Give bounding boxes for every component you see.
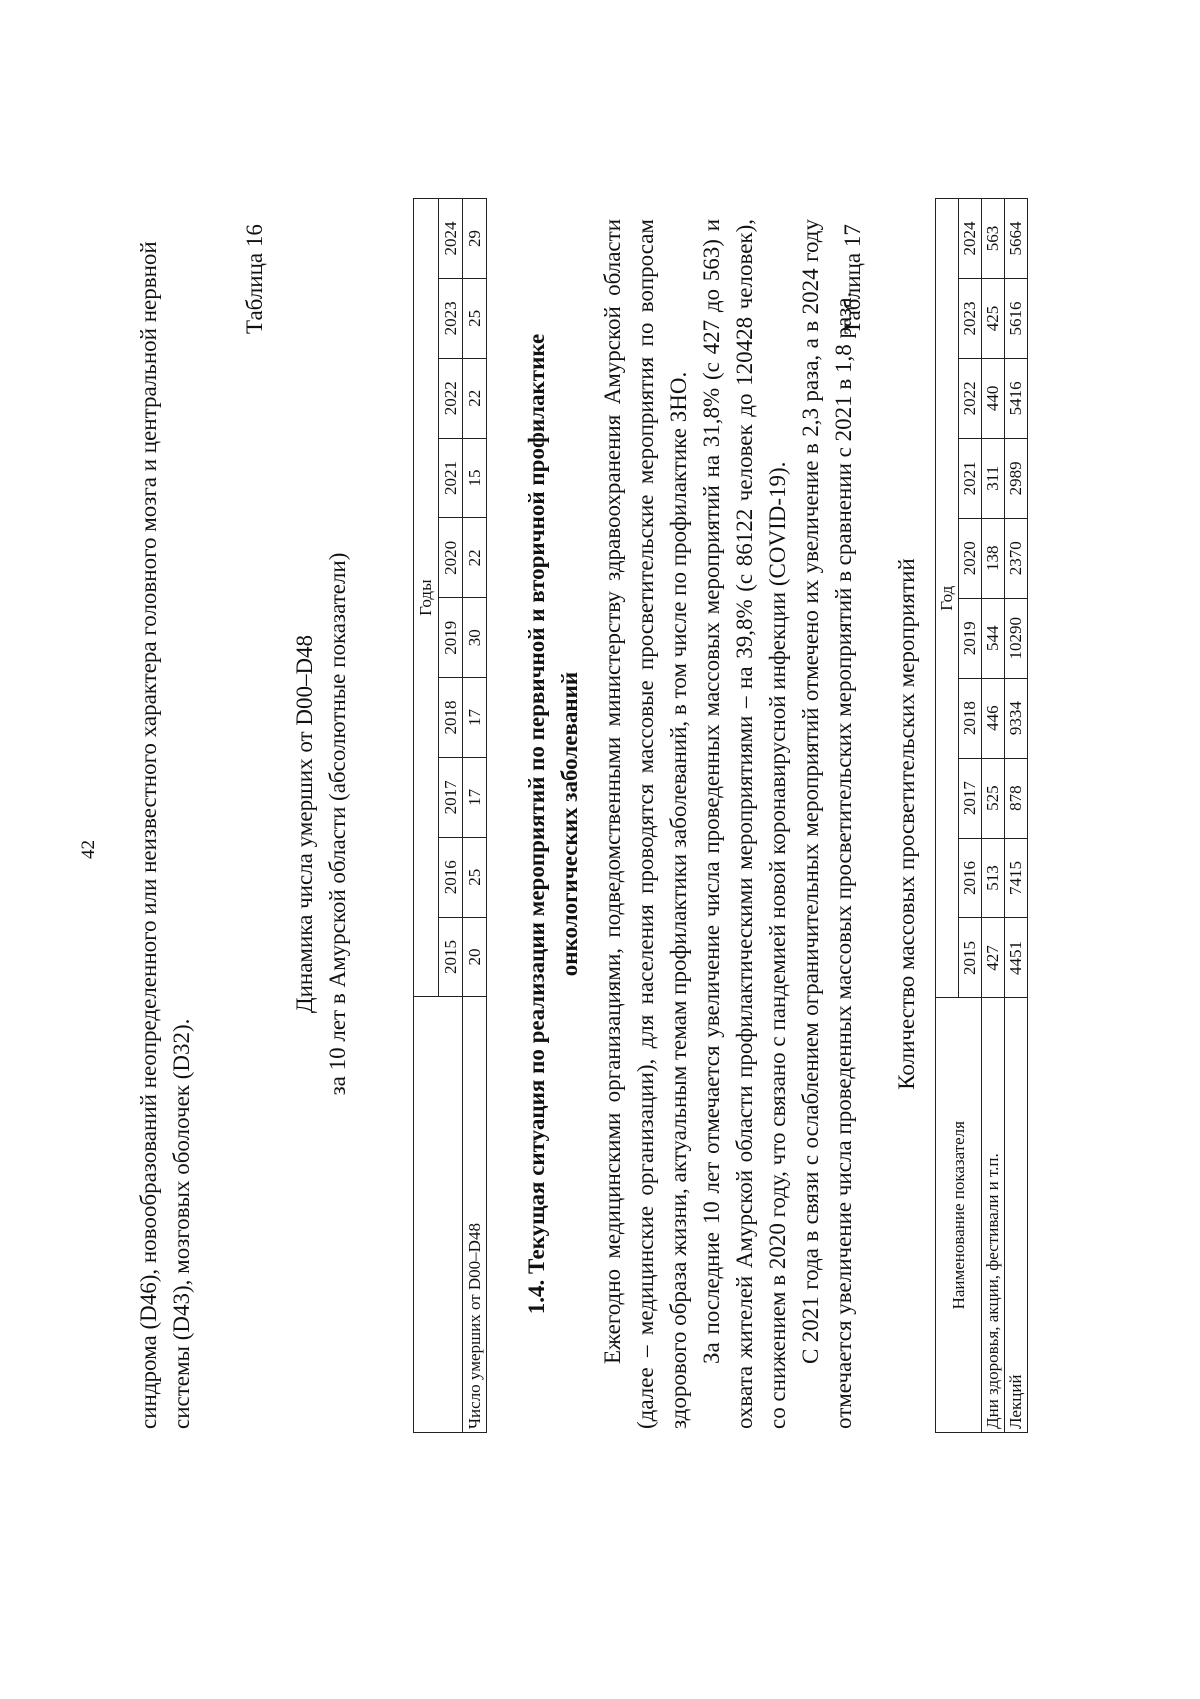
table17-year: 2022 xyxy=(959,358,982,438)
table17-value: 4451 xyxy=(1005,918,1028,998)
table17-value: 2370 xyxy=(1005,518,1028,598)
table16-year: 2018 xyxy=(439,678,463,758)
table16-title xyxy=(288,219,354,1429)
table17-label: Таблица 17 xyxy=(840,224,865,334)
table17-value: 446 xyxy=(982,678,1005,758)
table16-label: Таблица 16 xyxy=(242,224,267,334)
table16-value: 15 xyxy=(463,438,487,518)
table17-year: 2017 xyxy=(959,758,982,838)
table16-value: 22 xyxy=(463,518,487,598)
table16-years-header: Годы xyxy=(414,199,439,997)
table16-title-line1: Динамика числа умерших от D00–D48 xyxy=(292,634,317,1014)
table17-value: 440 xyxy=(982,358,1005,438)
table17-value: 9334 xyxy=(1005,678,1028,758)
section-heading xyxy=(520,219,586,1429)
table-17 xyxy=(935,198,1028,1433)
table17-value: 563 xyxy=(982,199,1005,279)
table16-year: 2020 xyxy=(439,518,463,598)
intro-line-2: системы (D43), мозговых оболочек (D32). xyxy=(169,1018,194,1429)
table17-value: 425 xyxy=(982,279,1005,359)
table17-value: 2989 xyxy=(1005,438,1028,518)
table-16 xyxy=(413,198,487,1433)
table16-year: 2021 xyxy=(439,438,463,518)
table16-year: 2016 xyxy=(439,837,463,917)
table16-value: 20 xyxy=(463,917,487,997)
table17-year-header: Год xyxy=(936,199,959,998)
table17-year: 2021 xyxy=(959,438,982,518)
table17-year: 2018 xyxy=(959,678,982,758)
section-heading-line2: онкологических заболеваний xyxy=(557,671,582,977)
intro-line-1: синдрома (D46), новообразований неопределенного или неизвестного характера головного мозга и центральной нервной xyxy=(136,241,161,1429)
section-paragraph-2: За последние 10 лет отмечается увеличение числа проведенных массовых мероприятий на 31,8% (с 427 до 563) и охвата жителей Амурской области профилактическими мероприятиями – на 39,8% (с 86122 человек до 120428 человек), со снижением в 2020 году, что связано с пандемией новой коронавирусной инфекции (COVID-19). xyxy=(699,219,790,1429)
table16-title-line2: за 10 лет в Амурской области (абсолютные показатели) xyxy=(325,552,350,1096)
table17-value: 5416 xyxy=(1005,358,1028,438)
table17-value: 311 xyxy=(982,438,1005,518)
table16-value: 30 xyxy=(463,598,487,678)
table16-value: 25 xyxy=(463,278,487,358)
table16-year: 2017 xyxy=(439,757,463,837)
table16-value: 25 xyxy=(463,837,487,917)
table17-row-name: Лекций xyxy=(1005,998,1028,1433)
table17-value: 5664 xyxy=(1005,199,1028,279)
table17-year: 2020 xyxy=(959,518,982,598)
table17-value: 544 xyxy=(982,598,1005,678)
table16-year: 2023 xyxy=(439,278,463,358)
intro-paragraph xyxy=(132,219,198,1429)
table17-value: 7415 xyxy=(1005,838,1028,918)
table17-row-name: Дни здоровья, акции, фестивали и т.п. xyxy=(982,998,1005,1433)
table17-year: 2019 xyxy=(959,598,982,678)
table-row xyxy=(463,199,487,1433)
page-number: 42 xyxy=(78,840,99,859)
table17-year: 2016 xyxy=(959,838,982,918)
table16-value: 17 xyxy=(463,757,487,837)
table16-value: 17 xyxy=(463,678,487,758)
table16-value: 22 xyxy=(463,358,487,438)
table-row xyxy=(982,199,1005,1433)
table16-year: 2019 xyxy=(439,598,463,678)
table17-value: 5616 xyxy=(1005,279,1028,359)
table16-year: 2022 xyxy=(439,358,463,438)
table16-row-label: Число умерших от D00–D48 xyxy=(463,997,487,1433)
table17-value: 138 xyxy=(982,518,1005,598)
section-heading-line1: 1.4. Текущая ситуация по реализации мероприятий по первичной и вторичной профилактике xyxy=(524,333,549,1315)
table17-value: 525 xyxy=(982,758,1005,838)
table17-year: 2023 xyxy=(959,279,982,359)
table17-value: 513 xyxy=(982,838,1005,918)
table17-name-header: Наименование показателя xyxy=(936,998,982,1433)
section-paragraph-1: Ежегодно медицинскими организациями, подведомственными министерству здравоохранения Амурской области (далее – медицинские организации), для населения проводятся массовые просветительские мероприятия по вопросам здорового образа жизни, актуальным темам профилактики заболеваний, в том числе по профилактике ЗНО. xyxy=(600,219,691,1429)
table17-title: Количество массовых просветительских мероприятий xyxy=(894,558,919,1090)
table17-year: 2024 xyxy=(959,199,982,279)
section-paragraph-3: С 2021 года в связи с ослаблением ограничительных мероприятий отмечено их увеличение в 2,3 раза, а в 2024 году отмечается увеличение числа проведенных массовых просветительских мероприятий в сравнении с 2021 в 1,8 раза. xyxy=(798,219,856,1429)
table16-year: 2024 xyxy=(439,199,463,279)
table17-value: 10290 xyxy=(1005,598,1028,678)
table16-value: 29 xyxy=(463,199,487,279)
table17-value: 878 xyxy=(1005,758,1028,838)
table16-year: 2015 xyxy=(439,917,463,997)
table-row xyxy=(1005,199,1028,1433)
table17-year: 2015 xyxy=(959,918,982,998)
table16-corner-cell xyxy=(414,997,463,1433)
table17-value: 427 xyxy=(982,918,1005,998)
